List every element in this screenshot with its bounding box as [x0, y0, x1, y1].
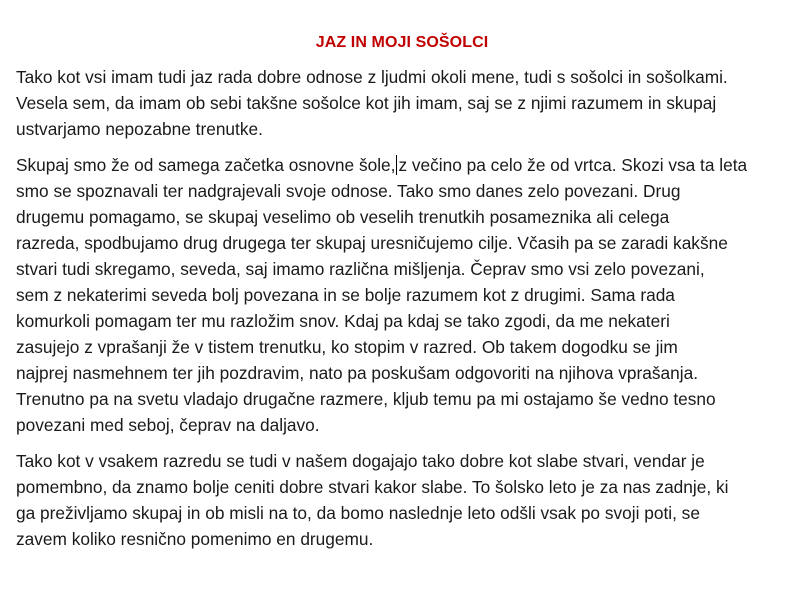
text-line: drugemu pomagamo, se skupaj veselimo ob veselih trenutkih posameznika ali celega: [16, 207, 670, 227]
text-line: najprej nasmehnem ter jih pozdravim, nato pa poskušam odgovoriti na njihova vprašanja.: [16, 363, 699, 383]
text-line: Trenutno pa na svetu vladajo drugačne razmere, kljub temu pa mi ostajamo še vedno tesno: [16, 389, 716, 409]
text-line: ga preživljamo skupaj in ob misli na to, da bomo naslednje leto odšli vsak po svoji poti, se: [16, 503, 700, 523]
document-title: JAZ IN MOJI SOŠOLCI: [315, 34, 489, 51]
paragraph-3[interactable]: [16, 448, 788, 552]
paragraph-2[interactable]: [16, 152, 788, 438]
text-line: Tako kot v vsakem razredu se tudi v našem dogajajo tako dobre kot slabe stvari, vendar je: [16, 451, 705, 471]
text-line: ustvarjamo nepozabne trenutke.: [16, 119, 263, 139]
text-before-caret: Skupaj smo že od samega začetka osnovne šole,: [16, 155, 396, 175]
text-line: razreda, spodbujamo drug drugega ter skupaj uresničujemo cilje. Včasih pa se zaradi kakšne: [16, 233, 728, 253]
document-page[interactable]: [16, 32, 788, 562]
text-line: komurkoli pomagam ter mu razložim snov. Kdaj pa kdaj se tako zgodi, da me nekateri: [16, 311, 670, 331]
text-line: smo se spoznavali ter nadgrajevali svoje odnose. Tako smo danes zelo povezani. Drug: [16, 181, 681, 201]
text-line-with-caret: [16, 152, 788, 178]
text-line: zasujejo z vprašanji že v tistem trenutku, ko stopim v razred. Ob takem dogodku se jim: [16, 337, 678, 357]
text-line: sem z nekaterimi seveda bolj povezana in se bolje razumem kot z drugimi. Sama rada: [16, 285, 675, 305]
text-line: Tako kot vsi imam tudi jaz rada dobre odnose z ljudmi okoli mene, tudi s sošolci in sošolkami.: [16, 67, 728, 87]
paragraph-1[interactable]: [16, 64, 788, 142]
text-after-caret: z večino pa celo že od vrtca. Skozi vsa ta leta: [398, 155, 748, 175]
text-line: povezani med seboj, čeprav na daljavo.: [16, 415, 320, 435]
text-line: zavem koliko resnično pomenimo en drugemu.: [16, 529, 374, 549]
text-line: pomembno, da znamo bolje ceniti dobre stvari kakor slabe. To šolsko leto je za nas zadnje, ki: [16, 477, 729, 497]
text-line: stvari tudi skregamo, seveda, saj imamo različna mišljenja. Čeprav smo vsi zelo povezani,: [16, 259, 705, 279]
text-line: Vesela sem, da imam ob sebi takšne sošolce kot jih imam, saj se z njimi razumem in skupaj: [16, 93, 717, 113]
